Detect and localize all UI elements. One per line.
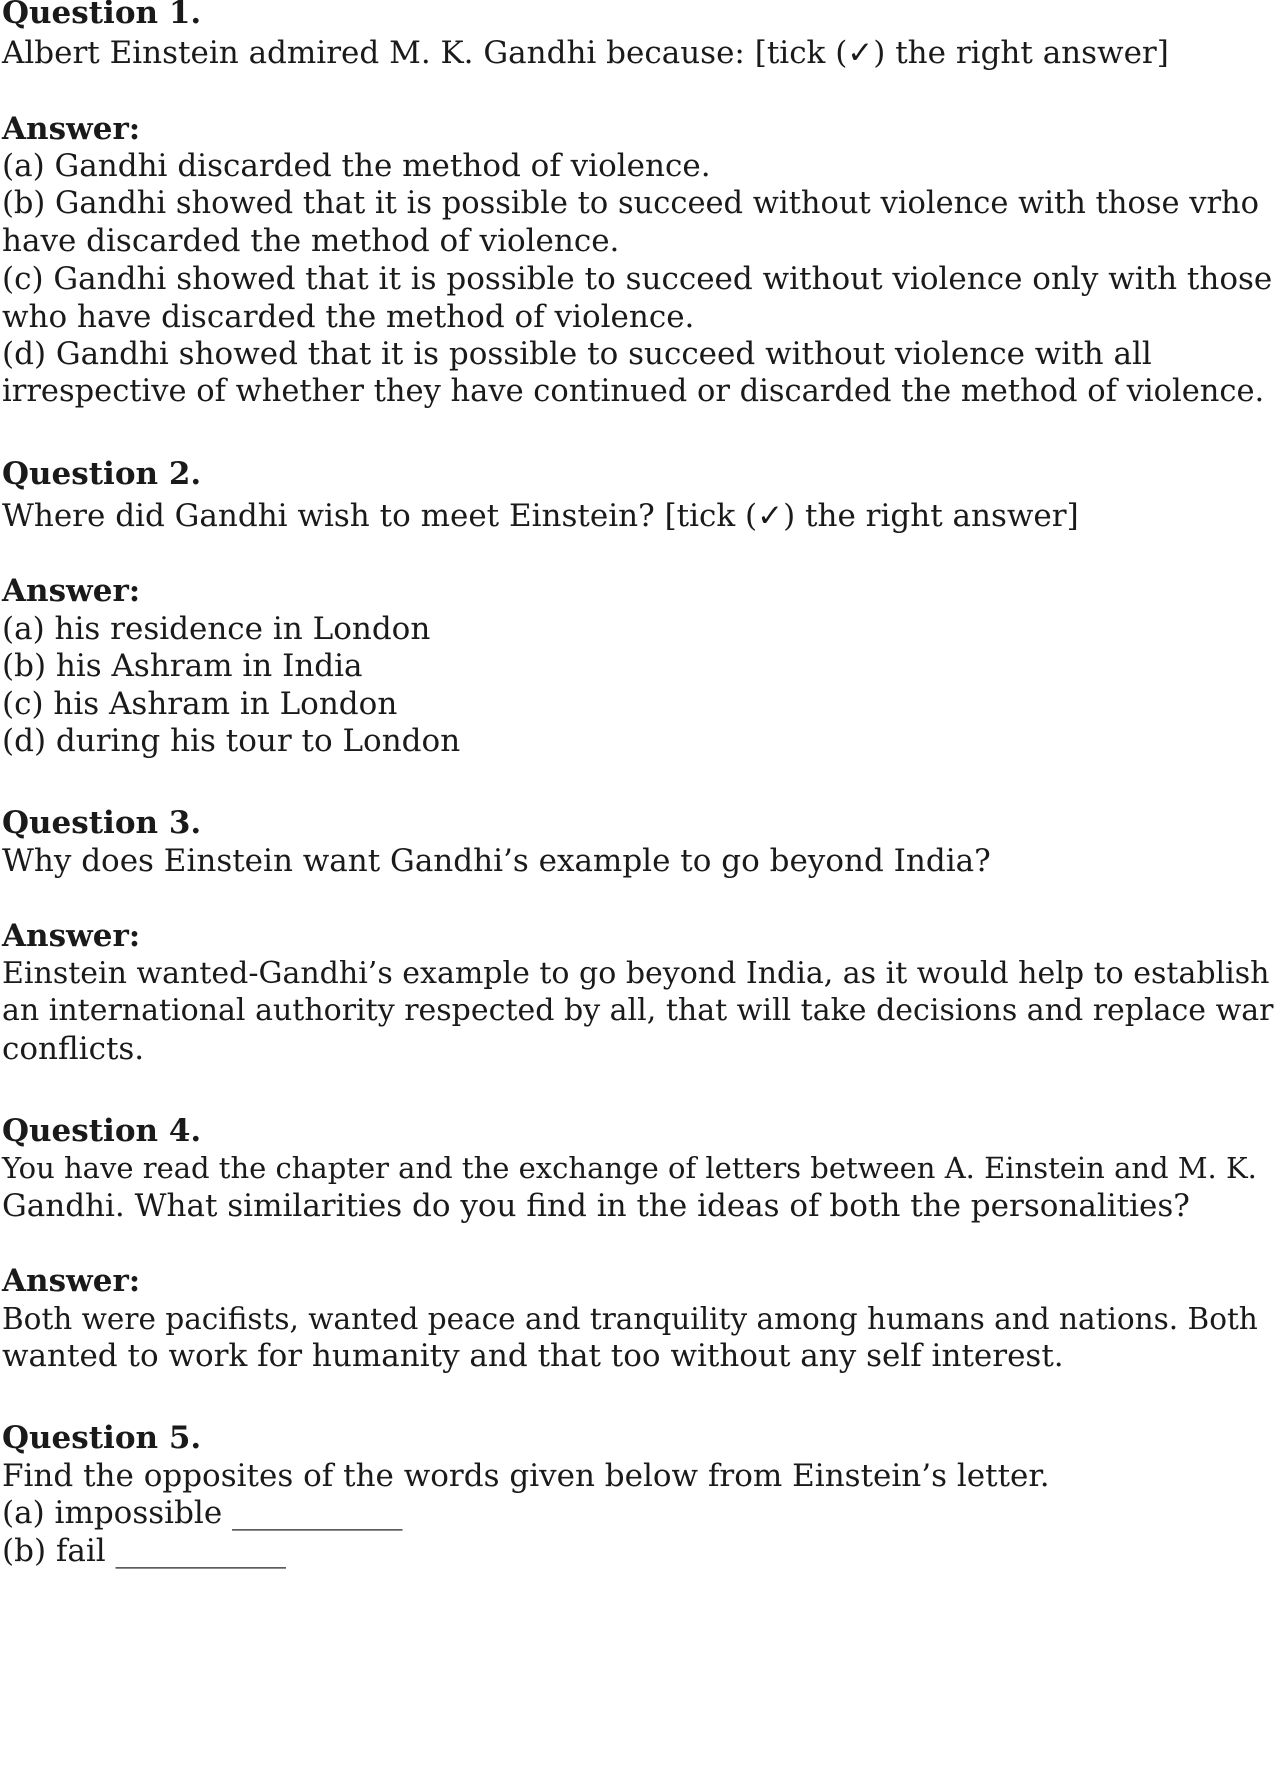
q4-answer-label: Answer: <box>2 1263 141 1299</box>
q1-title: Question 1. <box>2 0 202 31</box>
q3-title: Question 3. <box>2 805 202 841</box>
q4-answer-line2: wanted to work for humanity and that too without any self interest. <box>2 1338 1064 1374</box>
q3-answer-line3: conflicts. <box>2 1031 145 1067</box>
q3-answer-line2: an international authority respected by all, that will take decisions and replace war <box>2 993 1274 1028</box>
q1-option-b-line2: have discarded the method of violence. <box>2 223 620 259</box>
q4-text-line1: You have read the chapter and the exchange of letters between A. Einstein and M. K. <box>2 1151 1257 1185</box>
q5-text: Find the opposites of the words given below from Einstein’s letter. <box>2 1458 1050 1494</box>
q2-option-d: (d) during his tour to London <box>2 723 461 759</box>
q2-title: Question 2. <box>2 456 202 492</box>
q4-text-line2: Gandhi. What similarities do you find in the ideas of both the personalities? <box>2 1188 1190 1224</box>
q3-answer-label: Answer: <box>2 918 141 954</box>
q1-answer-label: Answer: <box>2 111 141 147</box>
q3-text: Why does Einstein want Gandhi’s example to go beyond India? <box>2 843 991 879</box>
q1-option-a: (a) Gandhi discarded the method of violence. <box>2 148 711 184</box>
q2-option-b: (b) his Ashram in India <box>2 648 363 684</box>
q5-item-a: (a) impossible ___________ <box>2 1495 403 1531</box>
q2-text: Where did Gandhi wish to meet Einstein? [tick (✓) the right answer] <box>2 498 1079 534</box>
q3-answer-line1: Einstein wanted-Gandhi’s example to go beyond India, as it would help to establish <box>2 956 1270 991</box>
q2-option-c: (c) his Ashram in London <box>2 686 398 722</box>
q1-option-b-line1: (b) Gandhi showed that it is possible to succeed without violence with those vrho <box>2 186 1260 221</box>
q4-title: Question 4. <box>2 1113 202 1149</box>
q2-answer-label: Answer: <box>2 573 141 609</box>
q1-option-c-line1: (c) Gandhi showed that it is possible to succeed without violence only with those <box>2 261 1273 297</box>
q4-answer-line1: Both were pacifists, wanted peace and tranquility among humans and nations. Both <box>2 1302 1258 1336</box>
q1-option-d-line2: irrespective of whether they have continued or discarded the method of violence. <box>2 374 1265 409</box>
q1-option-c-line2: who have discarded the method of violence. <box>2 299 695 335</box>
q1-option-d-line1: (d) Gandhi showed that it is possible to succeed without violence with all <box>2 336 1152 372</box>
q5-item-b: (b) fail ___________ <box>2 1533 287 1569</box>
q2-option-a: (a) his residence in London <box>2 611 431 647</box>
q5-title: Question 5. <box>2 1420 202 1456</box>
q1-text: Albert Einstein admired M. K. Gandhi because: [tick (✓) the right answer] <box>2 35 1169 71</box>
